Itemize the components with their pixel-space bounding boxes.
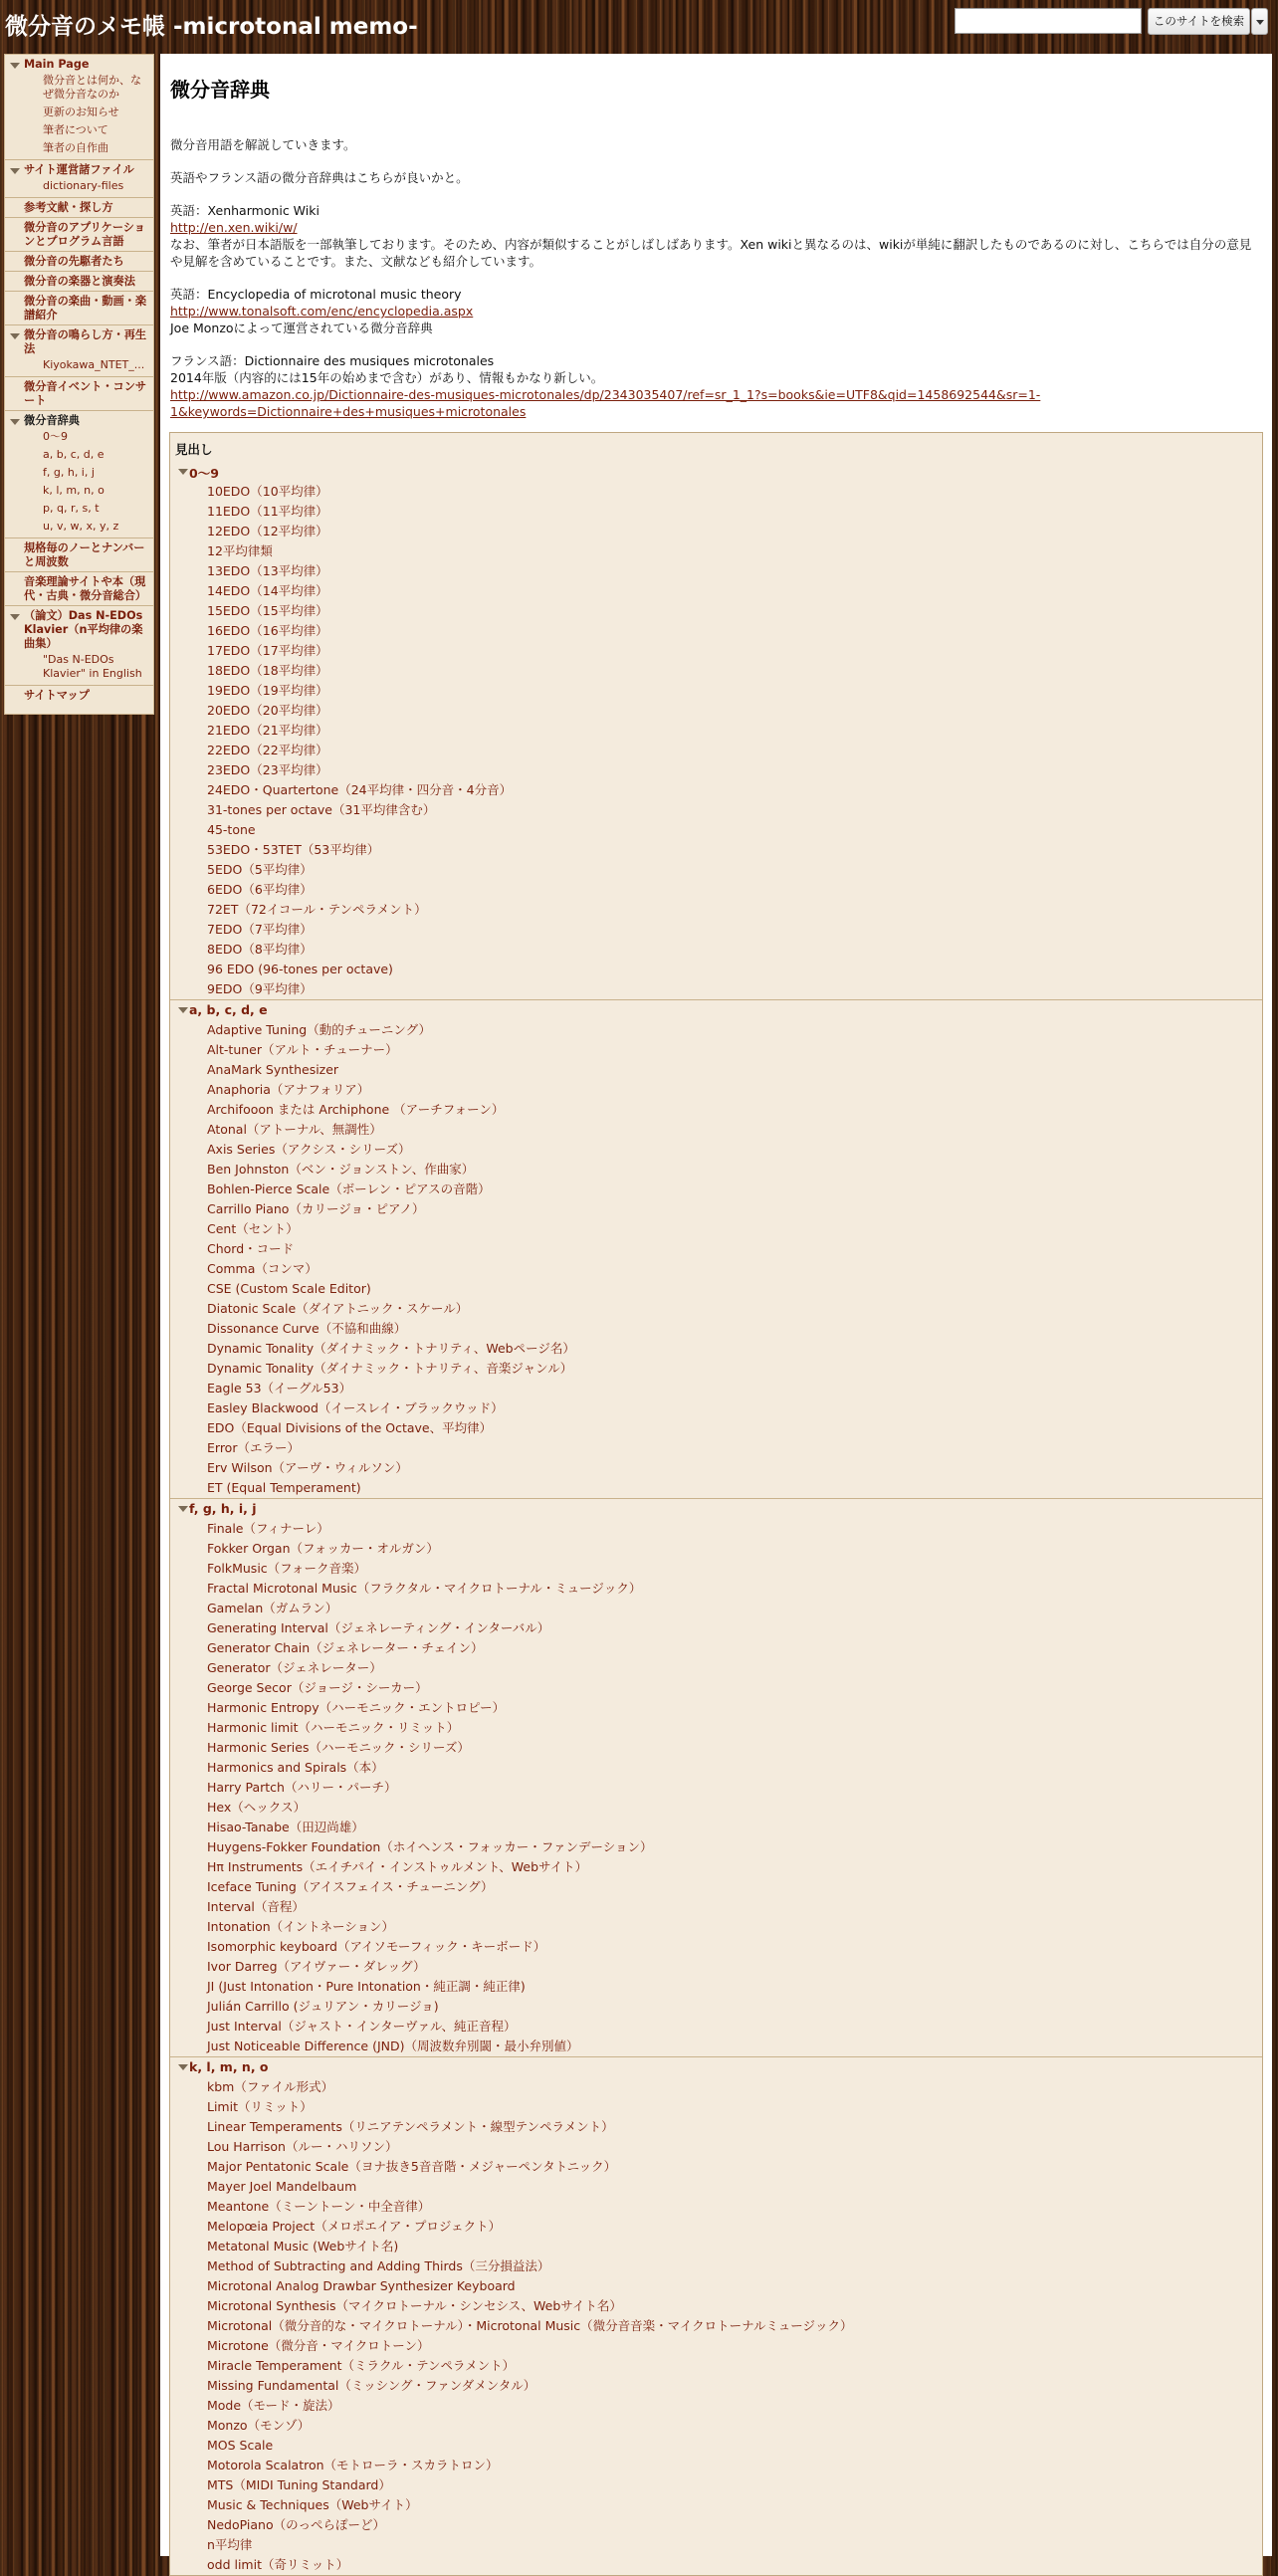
sidebar-item	[5, 291, 153, 324]
sidebar-item	[5, 324, 153, 376]
sidebar-item-label[interactable]: サイトマップ	[24, 689, 90, 702]
toc-entry-link[interactable]: EDO（Equal Divisions of the Octave、平均律）	[207, 1420, 493, 1435]
page-title: 微分音辞典	[170, 78, 270, 102]
toc-entry-link[interactable]: MTS（MIDI Tuning Standard）	[207, 2477, 391, 2492]
expand-toggle-icon[interactable]	[10, 419, 20, 425]
sidebar-item-label[interactable]: 音楽理論サイトや本（現代・古典・微分音総合）	[24, 575, 147, 602]
paragraph-text: 微分音用語を解説していきます。	[170, 137, 356, 152]
toc-entry-link[interactable]: 10EDO（10平均律）	[207, 484, 328, 499]
sidebar-subitem[interactable]: 0～9	[43, 430, 68, 443]
toc-entry-link[interactable]: Gamelan（ガムラン）	[207, 1601, 338, 1615]
toc-entry-link[interactable]: Interval（音程）	[207, 1899, 305, 1914]
paragraph-text: フランス語：Dictionnaire des musiques microtonales	[170, 353, 495, 368]
toc-entry-link[interactable]: Limit（リミット）	[207, 2099, 313, 2114]
toc-entry-link[interactable]: Harry Partch（ハリー・パーチ）	[207, 1780, 397, 1795]
toc-entry-link[interactable]: Bohlen-Pierce Scale（ボーレン・ピアスの音階）	[207, 1181, 491, 1196]
toc-entry-link[interactable]: Monzo（モンゾ）	[207, 2418, 311, 2433]
toc-entry-link[interactable]: Ivor Darreg（アイヴァー・ダレッグ）	[207, 1959, 426, 1974]
sidebar-subitem[interactable]: a, b, c, d, e	[43, 448, 105, 461]
toc-entry-link[interactable]: Just Noticeable Difference (JND)（周波数弁別閾・最小弁別値）	[207, 2039, 579, 2053]
toc-entry-link[interactable]: odd limit（奇リミット）	[207, 2557, 349, 2572]
toc-entry-link[interactable]: 96 EDO (96-tones per octave)	[207, 962, 393, 976]
paragraph-text: 英語やフランス語の微分音辞典はこちらが良いかと。	[170, 170, 469, 185]
toc-entry-link[interactable]: Fractal Microtonal Music（フラクタル・マイクロトーナル・ミュージック）	[207, 1581, 642, 1596]
toc-entry-link[interactable]: Axis Series（アクシス・シリーズ）	[207, 1142, 411, 1157]
toc-entry-link[interactable]: 12平均律類	[207, 543, 273, 558]
sidebar-subitem[interactable]: u, v, w, x, y, z	[43, 520, 119, 533]
site-title[interactable]: 微分音のメモ帳 -microtonal memo-	[5, 14, 418, 40]
toc-section	[170, 462, 1262, 999]
sidebar-subitem[interactable]: Kiyokawa_NTET_...	[43, 358, 145, 371]
sidebar-item	[5, 159, 153, 197]
toc-entry-link[interactable]: Isomorphic keyboard（アイソモーフィック・キーボード）	[207, 1939, 546, 1954]
toc-entry-link[interactable]: 21EDO（21平均律）	[207, 723, 328, 738]
sidebar-item-label[interactable]: （論文）Das N-EDOs Klavier（n平均律の楽曲集）	[24, 609, 143, 650]
collapse-toggle-icon[interactable]	[178, 2064, 188, 2070]
toc-entry-link[interactable]: Easley Blackwood（イースレイ・ブラックウッド）	[207, 1400, 504, 1415]
sidebar-item	[5, 197, 153, 217]
toc-entry-link[interactable]: 22EDO（22平均律）	[207, 743, 328, 757]
toc-entry-link[interactable]: 8EDO（8平均律）	[207, 942, 313, 957]
toc-entry-link[interactable]: Motorola Scalatron（モトローラ・スカラトロン）	[207, 2458, 499, 2472]
main-content	[160, 54, 1272, 2572]
toc-entry-link[interactable]: AnaMark Synthesizer	[207, 1062, 339, 1077]
toc-entry-link[interactable]: 11EDO（11平均律）	[207, 504, 328, 519]
toc-section-header	[170, 462, 1262, 482]
intro-paragraph	[170, 202, 1263, 270]
toc-entry-link[interactable]: Melopœia Project（メロポエイア・プロジェクト）	[207, 2219, 502, 2234]
sidebar-item-label[interactable]: 微分音イベント・コンサート	[24, 380, 147, 407]
toc-entry-link[interactable]: Generating Interval（ジェネレーティング・インターバル）	[207, 1620, 550, 1635]
paragraph-text: 英語：Xenharmonic Wiki	[170, 203, 320, 218]
toc-entry-link[interactable]: Eagle 53（イーグル53）	[207, 1381, 352, 1395]
toc-entry-link[interactable]: 53EDO・53TET（53平均律）	[207, 842, 380, 857]
toc-entry-link[interactable]: Harmonics and Spirals（本）	[207, 1760, 384, 1775]
sidebar-item-label[interactable]: 微分音の先駆者たち	[24, 255, 124, 268]
expand-toggle-icon[interactable]	[10, 333, 20, 339]
toc-entry-link[interactable]: Meantone（ミーントーン・中全音律）	[207, 2199, 431, 2214]
toc-entry-link[interactable]: 14EDO（14平均律）	[207, 583, 328, 598]
toc-entry-link[interactable]: Microtone（微分音・マイクロトーン）	[207, 2338, 430, 2353]
toc-entry-link[interactable]: Harmonic Entropy（ハーモニック・エントロピー）	[207, 1700, 506, 1715]
expand-toggle-icon[interactable]	[10, 168, 20, 174]
sidebar-item-label[interactable]: Main Page	[24, 58, 90, 71]
sidebar-navigation	[4, 54, 154, 715]
toc-entry-link[interactable]: Metatonal Music (Webサイト名)	[207, 2239, 399, 2254]
expand-toggle-icon[interactable]	[10, 63, 20, 69]
sidebar-subitem[interactable]: f, g, h, i, j	[43, 466, 95, 479]
toc-entry-link[interactable]: 20EDO（20平均律）	[207, 703, 328, 718]
toc-entry-link[interactable]: 45-tone	[207, 822, 256, 837]
toc-entry-link[interactable]: 24EDO・Quartertone（24平均律・四分音・4分音）	[207, 782, 513, 797]
sidebar-subitem[interactable]: p, q, r, s, t	[43, 502, 100, 515]
sidebar-item	[5, 376, 153, 410]
toc-section-title[interactable]: a, b, c, d, e	[189, 1002, 268, 1017]
toc-entry-link[interactable]: 7EDO（7平均律）	[207, 922, 313, 937]
sidebar-subitem[interactable]: 更新のお知らせ	[43, 106, 119, 118]
toc-entry-link[interactable]: Dynamic Tonality（ダイナミック・トナリティ、音楽ジャンル）	[207, 1361, 573, 1376]
toc-entry-link[interactable]: 18EDO（18平均律）	[207, 663, 328, 678]
sidebar-item	[5, 251, 153, 271]
paragraph-text: Joe Monzoによって運営されている微分音辞典	[170, 321, 433, 335]
sidebar-item	[5, 537, 153, 571]
paragraph-text: 2014年版（内容的には15年の始めまで含む）があり、情報もかなり新しい。	[170, 370, 604, 385]
sidebar-subitem[interactable]: k, l, m, n, o	[43, 484, 105, 497]
toc-entry-link[interactable]: Diatonic Scale（ダイアトニック・スケール）	[207, 1301, 469, 1316]
sidebar-item	[5, 217, 153, 251]
toc-entry-link[interactable]: Dissonance Curve（不協和曲線）	[207, 1321, 407, 1336]
toc-entry-link[interactable]: Iceface Tuning（アイスフェイス・チューニング）	[207, 1879, 494, 1894]
sidebar-subitem[interactable]: dictionary-files	[43, 179, 124, 192]
sidebar-item	[5, 55, 153, 159]
sidebar-item-label[interactable]: サイト運営諸ファイル	[24, 163, 134, 176]
toc-entry-link[interactable]: Miracle Temperament（ミラクル・テンペラメント）	[207, 2358, 516, 2373]
toc-entry-link[interactable]: 19EDO（19平均律）	[207, 683, 328, 698]
toc-entry-link[interactable]: Harmonic Series（ハーモニック・シリーズ）	[207, 1740, 470, 1755]
toc-entry-link[interactable]: Huygens-Fokker Foundation（ホイヘンス・フォッカー・ファンデーション）	[207, 1839, 653, 1854]
toc-entry-link[interactable]: JI (Just Intonation・Pure Intonation・純正調・純正律)	[207, 1979, 526, 1994]
intro-text	[169, 136, 1263, 420]
search-button[interactable]: このサイトを検索	[1148, 8, 1250, 35]
toc-section	[170, 1498, 1262, 2056]
toc-entry-link[interactable]: Missing Fundamental（ミッシング・ファンダメンタル）	[207, 2378, 536, 2393]
toc-entry-link[interactable]: 72ET（72イコール・テンペラメント）	[207, 902, 427, 917]
sidebar-item-label[interactable]: 微分音の鳴らし方・再生法	[24, 328, 147, 355]
toc-entry-link[interactable]: Alt-tuner（アルト・チューナー）	[207, 1042, 398, 1057]
sidebar-item-label[interactable]: 参考文献・探し方	[24, 201, 113, 214]
collapse-toggle-icon[interactable]	[178, 1506, 188, 1512]
toc-entry-link[interactable]: Atonal（アトーナル、無調性）	[207, 1122, 382, 1137]
toc-section-title[interactable]: k, l, m, n, o	[189, 2059, 269, 2074]
toc-entry-link[interactable]: Finale（フィナーレ）	[207, 1521, 329, 1536]
toc-entry-link[interactable]: Archifooon または Archiphone （アーチフォーン）	[207, 1102, 505, 1117]
toc-entry-link[interactable]: 12EDO（12平均律）	[207, 524, 328, 538]
toc-entry-link[interactable]: Cent（セント）	[207, 1221, 299, 1236]
sidebar-item-label[interactable]: 規格毎のノーとナンバーと周波数	[24, 541, 145, 568]
toc-section	[170, 999, 1262, 1498]
toc-entry-link[interactable]: Microtonal Analog Drawbar Synthesizer Keyboard	[207, 2278, 516, 2293]
toc-entry-link[interactable]: 13EDO（13平均律）	[207, 563, 328, 578]
toc-entry-link[interactable]: kbm（ファイル形式）	[207, 2079, 334, 2094]
toc-entry-link[interactable]: Linear Temperaments（リニアテンペラメント・線型テンペラメント）	[207, 2119, 614, 2134]
search-input[interactable]	[955, 8, 1142, 34]
toc-entry-link[interactable]: Harmonic limit（ハーモニック・リミット）	[207, 1720, 460, 1735]
toc-section-header	[170, 1499, 1262, 1519]
toc-entry-link[interactable]: 5EDO（5平均律）	[207, 862, 313, 877]
sidebar-subitem[interactable]: 筆者について	[43, 123, 108, 136]
toc-entry-link[interactable]: NedoPiano（のっぺらぽーど）	[207, 2517, 385, 2532]
intro-paragraph	[170, 169, 1263, 186]
toc-entry-link[interactable]: Microtonal（微分音的な・マイクロトーナル）・Microtonal Music（微分音音楽・マイクロトーナルミュージック）	[207, 2318, 853, 2333]
intro-paragraph	[170, 286, 1263, 336]
toc-entry-link[interactable]: Hex（ヘックス）	[207, 1800, 307, 1815]
toc-section	[170, 2056, 1262, 2575]
expand-toggle-icon[interactable]	[10, 614, 20, 620]
sidebar-item	[5, 271, 153, 291]
toc-entry-link[interactable]: MOS Scale	[207, 2438, 274, 2453]
sidebar-item	[5, 605, 153, 685]
toc-entry-link[interactable]: Chord・コード	[207, 1241, 295, 1256]
toc-entry-link[interactable]: Erv Wilson（アーヴ・ウィルソン）	[207, 1460, 408, 1475]
toc-section-header	[170, 1000, 1262, 1020]
table-of-contents	[169, 432, 1263, 2576]
toc-entry-link[interactable]: Dynamic Tonality（ダイナミック・トナリティ、Webページ名）	[207, 1341, 575, 1356]
external-link[interactable]: http://www.amazon.co.jp/Dictionnaire-des-musiques-microtonales/dp/2343035407/ref=sr_1_1?s=books&ie=UTF8&qid=1458692544&sr=1-1&keywords=Dictionnaire+des+musiques+microtonales	[170, 387, 1041, 419]
toc-entry-link[interactable]: Mode（モード・旋法）	[207, 2398, 340, 2413]
toc-entry-link[interactable]: 6EDO（6平均律）	[207, 882, 313, 897]
external-link[interactable]: http://en.xen.wiki/w/	[170, 220, 298, 235]
external-link[interactable]: http://www.tonalsoft.com/enc/encyclopedia.aspx	[170, 304, 474, 319]
toc-entry-link[interactable]: Just Interval（ジャスト・インターヴァル、純正音程）	[207, 2019, 517, 2034]
toc-entry-link[interactable]: 15EDO（15平均律）	[207, 603, 328, 618]
toc-entry-link[interactable]: 17EDO（17平均律）	[207, 643, 328, 658]
sidebar-item	[5, 685, 153, 705]
toc-entry-link[interactable]: Error（エラー）	[207, 1440, 300, 1455]
toc-entry-link[interactable]: Carrillo Piano（カリージョ・ピアノ）	[207, 1201, 425, 1216]
site-header	[0, 0, 1278, 52]
toc-section-title[interactable]: 0～9	[189, 466, 219, 481]
sidebar-subitem[interactable]: 筆者の自作曲	[43, 141, 108, 154]
collapse-toggle-icon[interactable]	[178, 469, 188, 475]
toc-entry-link[interactable]: CSE (Custom Scale Editor)	[207, 1281, 371, 1296]
toc-entry-link[interactable]: ET (Equal Temperament)	[207, 1480, 361, 1495]
toc-entry-link[interactable]: George Secor（ジョージ・シーカー）	[207, 1680, 428, 1695]
toc-entry-link[interactable]: Generator Chain（ジェネレーター・チェイン）	[207, 1640, 484, 1655]
toc-section-title[interactable]: f, g, h, i, j	[189, 1501, 257, 1516]
sidebar-subitem[interactable]: "Das N-EDOs Klavier" in English	[43, 653, 142, 680]
toc-entry-link[interactable]: Comma（コンマ）	[207, 1261, 318, 1276]
toc-entry-link[interactable]: 16EDO（16平均律）	[207, 623, 328, 638]
paragraph-text: 英語：Encyclopedia of microtonal music theory	[170, 287, 462, 302]
toc-entry-link[interactable]: n平均律	[207, 2537, 253, 2552]
toc-entry-link[interactable]: Lou Harrison（ルー・ハリソン）	[207, 2139, 398, 2154]
toc-entry-link[interactable]: Fokker Organ（フォッカー・オルガン）	[207, 1541, 439, 1556]
toc-entry-link[interactable]: Hπ Instruments（エイチパイ・インストゥルメント、Webサイト）	[207, 1859, 588, 1874]
toc-entry-link[interactable]: Major Pentatonic Scale（ヨナ抜き5音音階・メジャーペンタトニック）	[207, 2159, 617, 2174]
intro-paragraph	[170, 136, 1263, 153]
search-options-dropdown[interactable]	[1251, 8, 1268, 35]
sidebar-item	[5, 571, 153, 605]
toc-entry-link[interactable]: Adaptive Tuning（動的チューニング）	[207, 1022, 431, 1037]
toc-entry-link[interactable]: 23EDO（23平均律）	[207, 762, 328, 777]
sidebar-item-label[interactable]: 微分音の楽器と演奏法	[24, 275, 135, 288]
sidebar-item-label[interactable]: 微分音の楽曲・動画・楽譜紹介	[24, 295, 147, 322]
sidebar-subitem[interactable]: 微分音とは何か、なぜ微分音なのか	[43, 74, 141, 101]
toc-entry-link[interactable]: Microtonal Synthesis（マイクロトーナル・シンセシス、Webサイト名）	[207, 2298, 622, 2313]
toc-entry-link[interactable]: Anaphoria（アナフォリア）	[207, 1082, 370, 1097]
toc-entry-link[interactable]: 9EDO（9平均律）	[207, 981, 313, 996]
toc-entry-link[interactable]: Mayer Joel Mandelbaum	[207, 2179, 357, 2194]
sidebar-item-label[interactable]: 微分音辞典	[24, 414, 80, 427]
paragraph-text: なお、筆者が日本語版を一部執筆しております。そのため、内容が類似することがしばしばあります。Xen wikiと異なるのは、wikiが単純に翻訳したものであるのに対し、こちらでは自分の意見や見解を含めていることです。また、文献なども紹介しています。	[170, 237, 1252, 269]
chevron-down-icon	[1256, 20, 1264, 25]
toc-section-header	[170, 2057, 1262, 2077]
intro-paragraph	[170, 352, 1263, 420]
toc-entry-link[interactable]: Hisao-Tanabe（田辺尚雄）	[207, 1820, 364, 1834]
toc-entry-link[interactable]: Method of Subtracting and Adding Thirds（三分損益法）	[207, 2258, 550, 2273]
sidebar-item-label[interactable]: 微分音のアプリケーションとプログラム言語	[24, 221, 145, 248]
toc-entry-link[interactable]: Julián Carrillo (ジュリアン・カリージョ)	[207, 1999, 439, 2014]
sidebar-item	[5, 410, 153, 537]
toc-entry-link[interactable]: FolkMusic（フォーク音楽）	[207, 1561, 367, 1576]
toc-entry-link[interactable]: Generator（ジェネレーター）	[207, 1660, 382, 1675]
toc-heading: 見出し	[175, 442, 213, 457]
toc-entry-link[interactable]: Music & Techniques（Webサイト）	[207, 2497, 418, 2512]
toc-entry-link[interactable]: 31-tones per octave（31平均律含む）	[207, 802, 436, 817]
toc-entry-link[interactable]: Ben Johnston（ベン・ジョンストン、作曲家）	[207, 1162, 475, 1177]
toc-entry-link[interactable]: Intonation（イントネーション）	[207, 1919, 395, 1934]
collapse-toggle-icon[interactable]	[178, 1007, 188, 1013]
